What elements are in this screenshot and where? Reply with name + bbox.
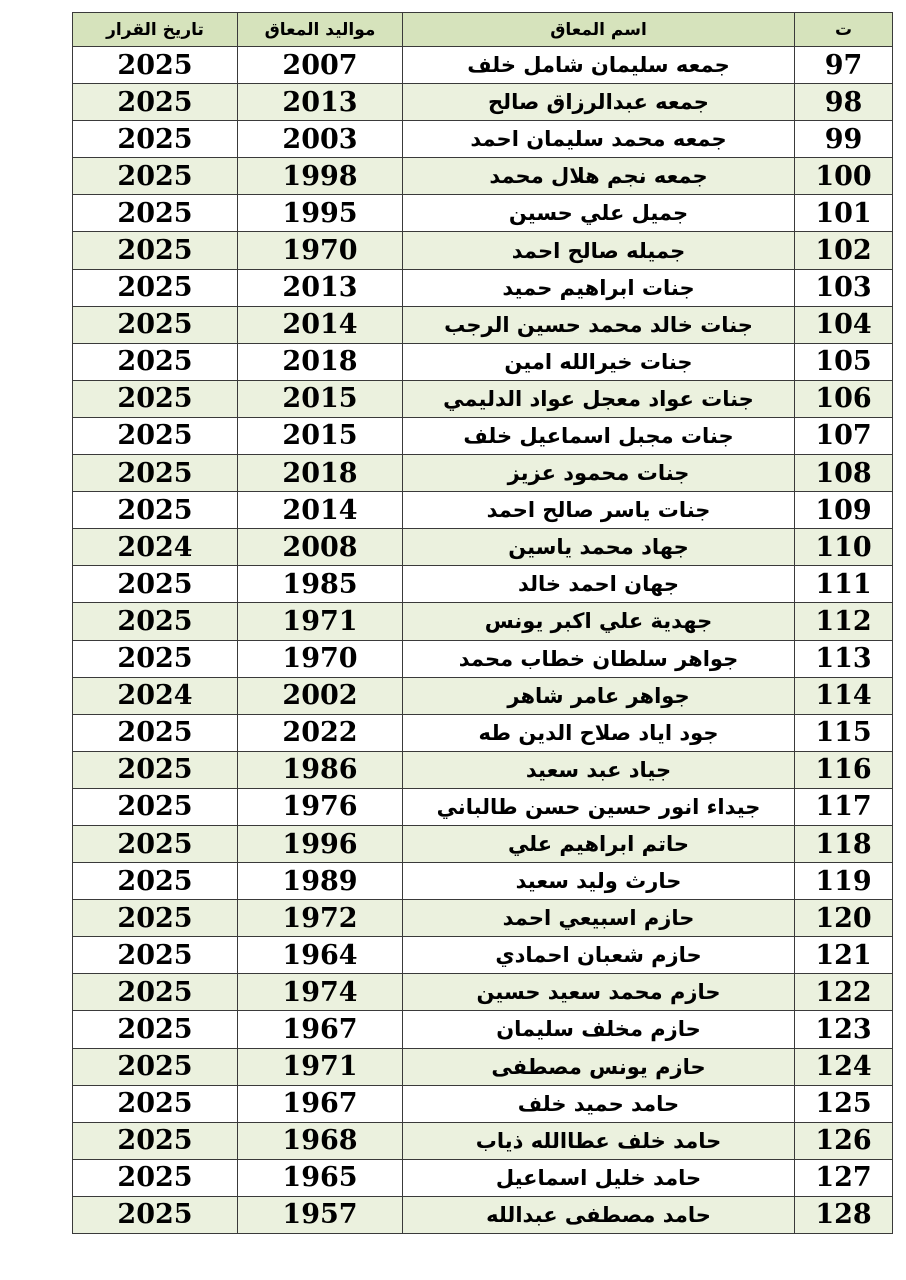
- cell-birth-year: 1968: [238, 1122, 403, 1159]
- cell-birth-year: 2015: [238, 417, 403, 454]
- cell-name: جنات خيرالله امين: [403, 343, 795, 380]
- cell-birth-year: 1967: [238, 1011, 403, 1048]
- cell-name: حازم مخلف سليمان: [403, 1011, 795, 1048]
- cell-index: 97: [795, 47, 893, 84]
- cell-birth-year: 2002: [238, 677, 403, 714]
- cell-index: 119: [795, 863, 893, 900]
- cell-name: جواهر عامر شاهر: [403, 677, 795, 714]
- cell-birth-year: 2014: [238, 492, 403, 529]
- table-row: [73, 455, 893, 492]
- table-row: [73, 269, 893, 306]
- cell-birth-year: 1998: [238, 158, 403, 195]
- cell-index: 109: [795, 492, 893, 529]
- cell-birth-year: 1995: [238, 195, 403, 232]
- cell-birth-year: 1989: [238, 863, 403, 900]
- cell-name: جنات عواد معجل عواد الدليمي: [403, 380, 795, 417]
- cell-name: جمعه محمد سليمان احمد: [403, 121, 795, 158]
- cell-birth-year: 1970: [238, 640, 403, 677]
- cell-birth-year: 1964: [238, 937, 403, 974]
- cell-birth-year: 1971: [238, 603, 403, 640]
- cell-index: 108: [795, 455, 893, 492]
- cell-name: جيداء انور حسين حسن طالباني: [403, 788, 795, 825]
- cell-decision-year: 2025: [73, 84, 238, 121]
- cell-index: 102: [795, 232, 893, 269]
- table-row: [73, 1048, 893, 1085]
- cell-decision-year: 2025: [73, 1011, 238, 1048]
- cell-name: جنات محمود عزيز: [403, 455, 795, 492]
- cell-birth-year: 2014: [238, 306, 403, 343]
- cell-name: حامد حميد خلف: [403, 1085, 795, 1122]
- cell-decision-year: 2025: [73, 714, 238, 751]
- table-row: [73, 677, 893, 714]
- table-row: [73, 640, 893, 677]
- cell-index: 125: [795, 1085, 893, 1122]
- cell-name: جواهر سلطان خطاب محمد: [403, 640, 795, 677]
- cell-decision-year: 2025: [73, 900, 238, 937]
- cell-decision-year: 2025: [73, 121, 238, 158]
- cell-name: حامد خلف عطاالله ذياب: [403, 1122, 795, 1159]
- cell-decision-year: 2025: [73, 232, 238, 269]
- cell-decision-year: 2025: [73, 751, 238, 788]
- table-header-row: [73, 13, 893, 47]
- cell-decision-year: 2025: [73, 343, 238, 380]
- table-row: [73, 1085, 893, 1122]
- cell-birth-year: 2007: [238, 47, 403, 84]
- cell-birth-year: 2022: [238, 714, 403, 751]
- cell-name: جميله صالح احمد: [403, 232, 795, 269]
- cell-index: 111: [795, 566, 893, 603]
- cell-birth-year: 1976: [238, 788, 403, 825]
- cell-birth-year: 1972: [238, 900, 403, 937]
- table-row: [73, 343, 893, 380]
- cell-index: 101: [795, 195, 893, 232]
- header-index: ت: [795, 13, 893, 47]
- cell-index: 120: [795, 900, 893, 937]
- table-row: [73, 603, 893, 640]
- cell-decision-year: 2025: [73, 380, 238, 417]
- cell-index: 127: [795, 1159, 893, 1196]
- cell-birth-year: 1965: [238, 1159, 403, 1196]
- cell-index: 128: [795, 1196, 893, 1233]
- cell-name: حاتم ابراهيم علي: [403, 825, 795, 862]
- cell-decision-year: 2025: [73, 566, 238, 603]
- cell-index: 122: [795, 974, 893, 1011]
- table-row: [73, 751, 893, 788]
- table-row: [73, 566, 893, 603]
- cell-decision-year: 2025: [73, 1048, 238, 1085]
- cell-index: 100: [795, 158, 893, 195]
- cell-name: جمعه نجم هلال محمد: [403, 158, 795, 195]
- table-row: [73, 84, 893, 121]
- cell-name: جمعه سليمان شامل خلف: [403, 47, 795, 84]
- cell-birth-year: 1986: [238, 751, 403, 788]
- cell-decision-year: 2025: [73, 158, 238, 195]
- cell-decision-year: 2025: [73, 825, 238, 862]
- table-row: [73, 195, 893, 232]
- table-row: [73, 306, 893, 343]
- cell-index: 115: [795, 714, 893, 751]
- cell-decision-year: 2025: [73, 195, 238, 232]
- cell-decision-year: 2025: [73, 417, 238, 454]
- cell-decision-year: 2025: [73, 640, 238, 677]
- cell-name: حارث وليد سعيد: [403, 863, 795, 900]
- cell-decision-year: 2025: [73, 788, 238, 825]
- cell-name: جنات ياسر صالح احمد: [403, 492, 795, 529]
- table-row: [73, 47, 893, 84]
- table-row: [73, 825, 893, 862]
- cell-decision-year: 2024: [73, 529, 238, 566]
- cell-name: حازم محمد سعيد حسين: [403, 974, 795, 1011]
- cell-name: جهان احمد خالد: [403, 566, 795, 603]
- table-row: [73, 121, 893, 158]
- cell-birth-year: 1957: [238, 1196, 403, 1233]
- cell-index: 112: [795, 603, 893, 640]
- cell-index: 118: [795, 825, 893, 862]
- cell-birth-year: 2003: [238, 121, 403, 158]
- cell-name: جنات ابراهيم حميد: [403, 269, 795, 306]
- table-body: [73, 47, 893, 1234]
- cell-index: 98: [795, 84, 893, 121]
- cell-index: 124: [795, 1048, 893, 1085]
- cell-index: 114: [795, 677, 893, 714]
- cell-birth-year: 2013: [238, 269, 403, 306]
- cell-decision-year: 2025: [73, 1122, 238, 1159]
- table-row: [73, 232, 893, 269]
- table-row: [73, 529, 893, 566]
- disability-records-table-container: [72, 12, 892, 1234]
- cell-name: حازم يونس مصطفى: [403, 1048, 795, 1085]
- cell-index: 103: [795, 269, 893, 306]
- cell-birth-year: 1967: [238, 1085, 403, 1122]
- cell-decision-year: 2025: [73, 1159, 238, 1196]
- header-name: اسم المعاق: [403, 13, 795, 47]
- table-row: [73, 863, 893, 900]
- cell-birth-year: 1985: [238, 566, 403, 603]
- cell-name: جود اياد صلاح الدين طه: [403, 714, 795, 751]
- table-row: [73, 974, 893, 1011]
- cell-name: جهدية علي اكبر يونس: [403, 603, 795, 640]
- cell-index: 113: [795, 640, 893, 677]
- table-row: [73, 900, 893, 937]
- cell-name: جنات مجبل اسماعيل خلف: [403, 417, 795, 454]
- cell-birth-year: 2018: [238, 455, 403, 492]
- cell-birth-year: 2008: [238, 529, 403, 566]
- cell-index: 104: [795, 306, 893, 343]
- cell-decision-year: 2025: [73, 1196, 238, 1233]
- cell-birth-year: 1971: [238, 1048, 403, 1085]
- table-row: [73, 417, 893, 454]
- table-row: [73, 492, 893, 529]
- table-row: [73, 937, 893, 974]
- cell-name: جنات خالد محمد حسين الرجب: [403, 306, 795, 343]
- cell-index: 110: [795, 529, 893, 566]
- table-row: [73, 158, 893, 195]
- cell-name: جياد عبد سعيد: [403, 751, 795, 788]
- table-row: [73, 788, 893, 825]
- table-row: [73, 714, 893, 751]
- cell-name: حازم اسبيعي احمد: [403, 900, 795, 937]
- table-row: [73, 1122, 893, 1159]
- cell-birth-year: 1996: [238, 825, 403, 862]
- cell-birth-year: 2015: [238, 380, 403, 417]
- cell-birth-year: 2018: [238, 343, 403, 380]
- cell-name: جمعه عبدالرزاق صالح: [403, 84, 795, 121]
- cell-index: 121: [795, 937, 893, 974]
- cell-decision-year: 2025: [73, 306, 238, 343]
- table-row: [73, 1196, 893, 1233]
- cell-decision-year: 2025: [73, 1085, 238, 1122]
- cell-birth-year: 1970: [238, 232, 403, 269]
- cell-decision-year: 2025: [73, 455, 238, 492]
- table-row: [73, 1159, 893, 1196]
- cell-index: 107: [795, 417, 893, 454]
- cell-name: حازم شعبان احمادي: [403, 937, 795, 974]
- header-decision-date: تاريخ القرار: [73, 13, 238, 47]
- disability-records-table: [72, 12, 893, 1234]
- cell-decision-year: 2025: [73, 492, 238, 529]
- table-row: [73, 380, 893, 417]
- cell-name: حامد مصطفى عبدالله: [403, 1196, 795, 1233]
- cell-decision-year: 2025: [73, 47, 238, 84]
- cell-decision-year: 2025: [73, 603, 238, 640]
- cell-decision-year: 2025: [73, 937, 238, 974]
- cell-decision-year: 2025: [73, 269, 238, 306]
- cell-decision-year: 2024: [73, 677, 238, 714]
- cell-index: 105: [795, 343, 893, 380]
- cell-index: 99: [795, 121, 893, 158]
- header-birth: مواليد المعاق: [238, 13, 403, 47]
- cell-name: حامد خليل اسماعيل: [403, 1159, 795, 1196]
- cell-decision-year: 2025: [73, 863, 238, 900]
- cell-birth-year: 1974: [238, 974, 403, 1011]
- cell-index: 116: [795, 751, 893, 788]
- cell-name: جميل علي حسين: [403, 195, 795, 232]
- cell-name: جهاد محمد ياسين: [403, 529, 795, 566]
- cell-decision-year: 2025: [73, 974, 238, 1011]
- cell-birth-year: 2013: [238, 84, 403, 121]
- cell-index: 106: [795, 380, 893, 417]
- table-row: [73, 1011, 893, 1048]
- cell-index: 117: [795, 788, 893, 825]
- cell-index: 123: [795, 1011, 893, 1048]
- cell-index: 126: [795, 1122, 893, 1159]
